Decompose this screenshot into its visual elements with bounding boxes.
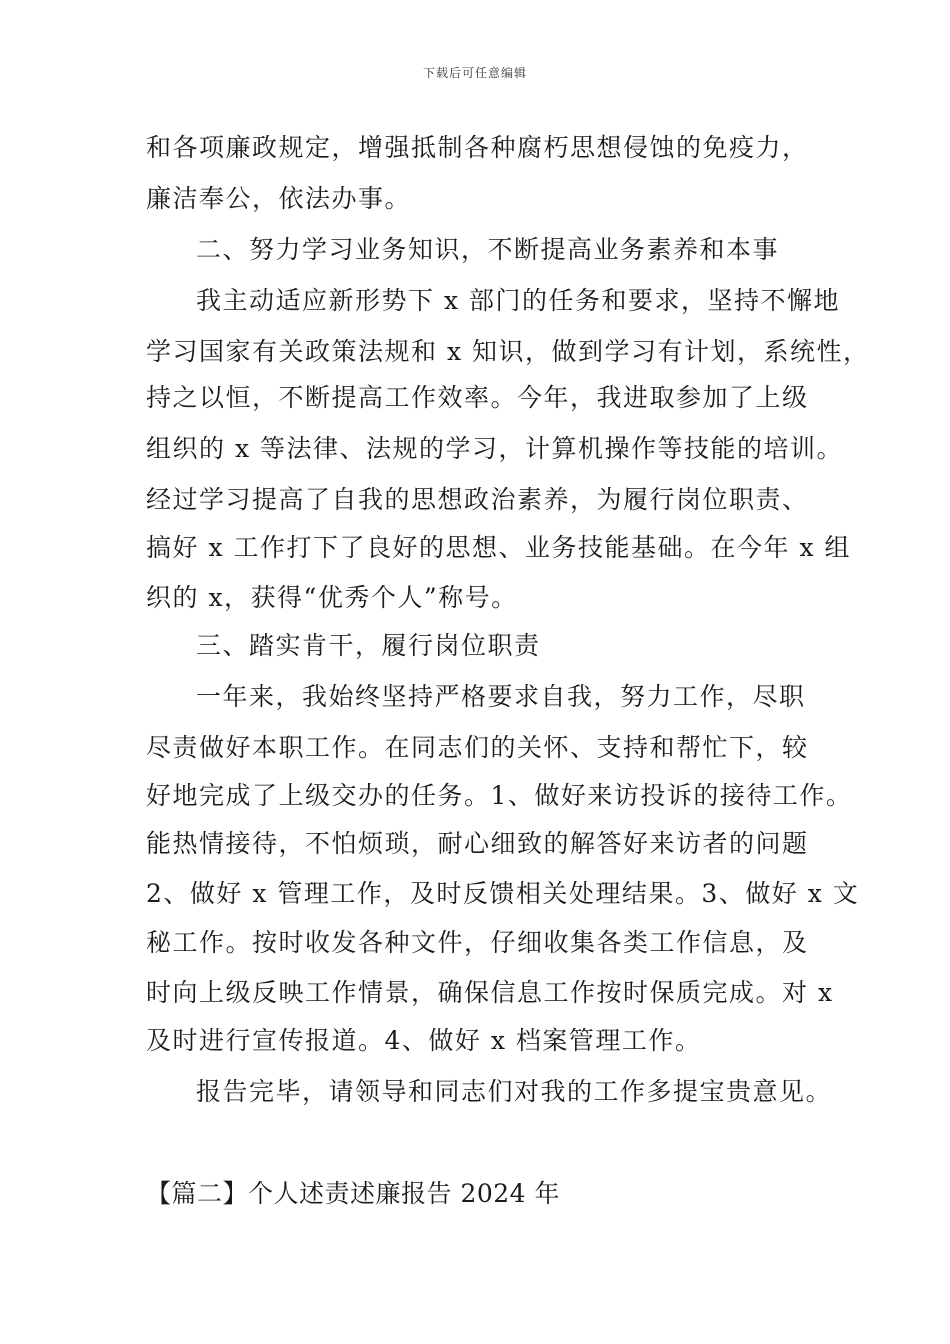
body-line: 组织的 x 等法律、法规的学习，计算机操作等技能的培训。 [146, 434, 843, 463]
body-line: 廉洁奉公，依法办事。 [146, 184, 412, 213]
body-line: 尽责做好本职工作。在同志们的关怀、支持和帮忙下，较 [146, 733, 809, 762]
section-heading-3: 三、踏实肯干，履行岗位职责 [196, 631, 541, 660]
next-section-title: 【篇二】个人述责述廉报告 2024 年 [146, 1179, 561, 1208]
page-header: 下载后可任意编辑 [422, 66, 527, 80]
body-line: 织的 x，获得“优秀个人”称号。 [146, 583, 518, 612]
body-line: 和各项廉政规定，增强抵制各种腐朽思想侵蚀的免疫力， [146, 133, 809, 162]
body-line: 时向上级反映工作情景，确保信息工作按时保质完成。对 x [146, 978, 834, 1007]
body-line: 及时进行宣传报道。4、做好 x 档案管理工作。 [146, 1026, 702, 1055]
closing-line: 报告完毕，请领导和同志们对我的工作多提宝贵意见。 [196, 1077, 833, 1106]
body-line: 持之以恒，不断提高工作效率。今年，我进取参加了上级 [146, 383, 809, 412]
body-line: 搞好 x 工作打下了良好的思想、业务技能基础。在今年 x 组 [146, 533, 851, 562]
body-line: 一年来，我始终坚持严格要求自我，努力工作，尽职 [196, 682, 806, 711]
body-line: 能热情接待，不怕烦琐，耐心细致的解答好来访者的问题 [146, 829, 809, 858]
body-line: 经过学习提高了自我的思想政治素养，为履行岗位职责、 [146, 485, 809, 514]
body-line: 秘工作。按时收发各种文件，仔细收集各类工作信息，及 [146, 928, 809, 957]
body-line: 我主动适应新形势下 x 部门的任务和要求，坚持不懈地 [196, 286, 840, 315]
section-heading-2: 二、努力学习业务知识，不断提高业务素养和本事 [196, 235, 780, 264]
body-line: 学习国家有关政策法规和 x 知识，做到学习有计划，系统性， [146, 337, 870, 366]
body-line: 2、做好 x 管理工作，及时反馈相关处理结果。3、做好 x 文 [146, 879, 860, 908]
body-line: 好地完成了上级交办的任务。1、做好来访投诉的接待工作。 [146, 781, 853, 810]
